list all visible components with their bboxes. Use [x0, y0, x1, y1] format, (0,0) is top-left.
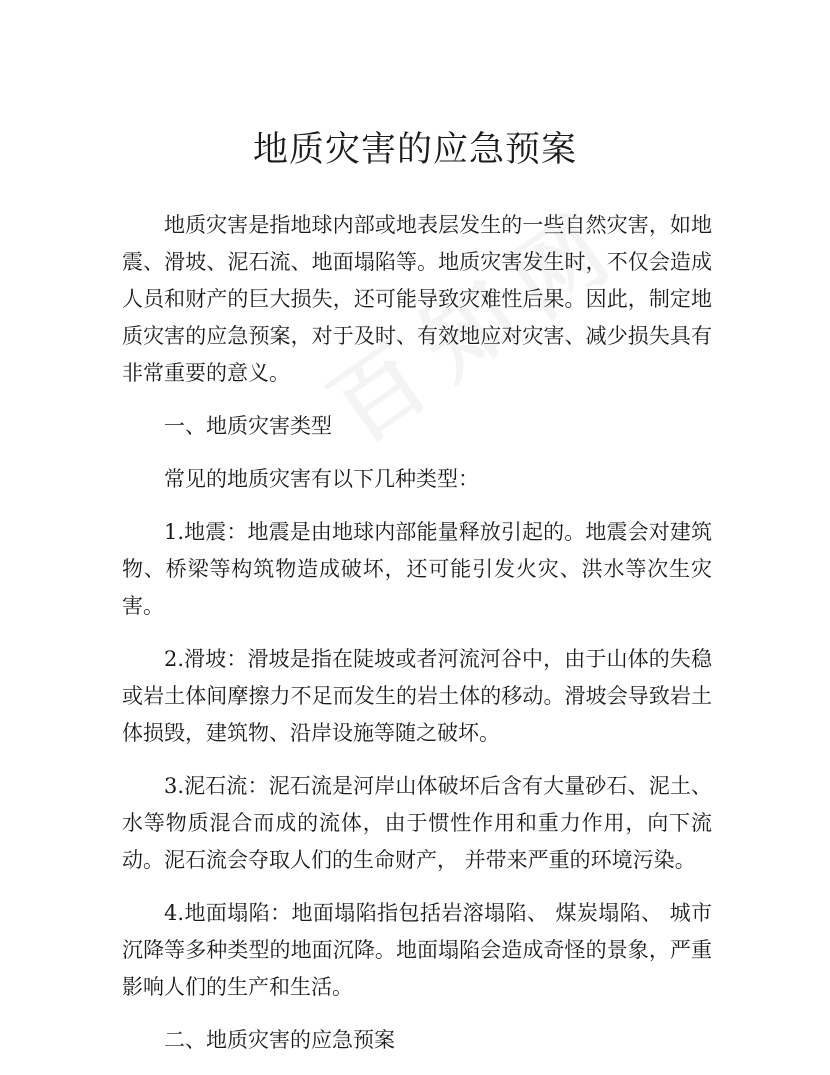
section-heading-plan: 二、地质灾害的应急预案 [164, 1028, 395, 1052]
earthquake-paragraph: 1.地震：地震是由地球内部能量释放引起的。地震会对建筑物、桥梁等构筑物造成破坏，还可能引发火灾、洪水等次生灾害。 [122, 520, 712, 618]
document-body [122, 207, 712, 1075]
landslide-paragraph: 2.滑坡：滑坡是指在陡坡或者河流河谷中，由于山体的失稳或岩土体间摩擦力不足而发生的岩土体的移动。滑坡会导致岩土体损毁，建筑物、沿岸设施等随之破坏。 [122, 647, 712, 745]
page-title: 地质灾害的应急预案 [252, 130, 577, 170]
section-heading-types: 一、地质灾害类型 [164, 414, 332, 438]
debris-flow-paragraph: 3.泥石流：泥石流是河岸山体破坏后含有大量砂石、泥土、水等物质混合而成的流体，由于惯性作用和重力作用，向下流动。泥石流会夺取人们的生命财产， 并带来严重的环境污染。 [122, 774, 712, 872]
ground-collapse-paragraph: 4.地面塌陷：地面塌陷指包括岩溶塌陷、 煤炭塌陷、 城市沉降等多种类型的地面沉降。地面塌陷会造成奇怪的景象，严重影响人们的生产和生活。 [122, 901, 712, 999]
types-intro-paragraph: 常见的地质灾害有以下几种类型： [164, 467, 479, 491]
intro-paragraph: 地质灾害是指地球内部或地表层发生的一些自然灾害，如地震、滑坡、泥石流、地面塌陷等。地质灾害发生时，不仅会造成人员和财产的巨大损失，还可能导致灾难性后果。因此，制定地质灾害的应急预案，对于及时、有效地应对灾害、减少损失具有非常重要的意义。 [122, 213, 712, 385]
